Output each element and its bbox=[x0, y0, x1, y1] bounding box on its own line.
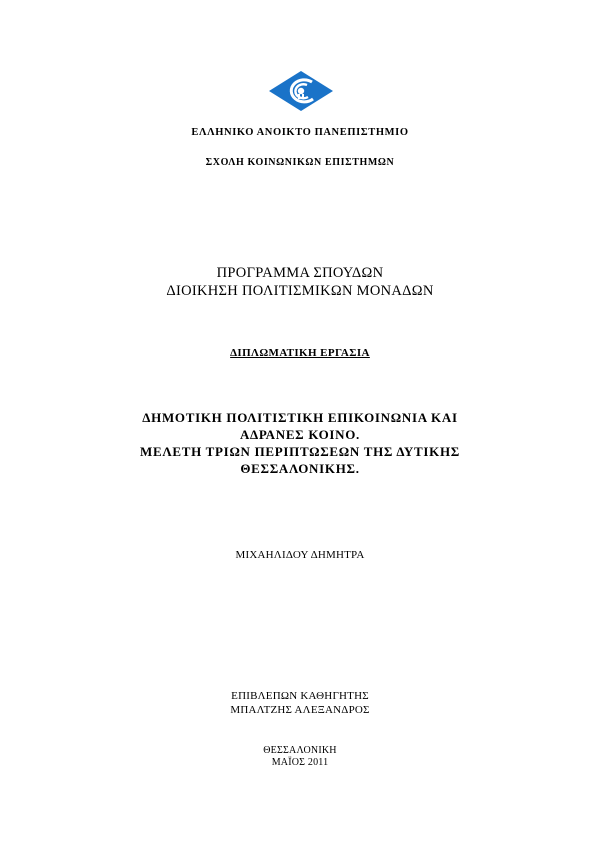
thesis-type: ΔΙΠΛΩΜΑΤΙΚΗ ΕΡΓΑΣΙΑ bbox=[230, 347, 370, 359]
thesis-title-line-2: ΑΔΡΑΝΕΣ ΚΟΙΝΟ. bbox=[239, 427, 361, 442]
supervisor-name: ΜΠΑΛΤΖΗΣ ΑΛΕΞΑΝΔΡΟΣ bbox=[230, 704, 370, 716]
eap-logo-icon bbox=[268, 70, 334, 112]
date: ΜΑΪΟΣ 2011 bbox=[271, 757, 329, 768]
supervisor-label: ΕΠΙΒΛΕΠΩΝ ΚΑΘΗΓΗΤΗΣ bbox=[231, 690, 369, 702]
city: ΘΕΣΣΑΛΟΝΙΚΗ bbox=[263, 745, 337, 756]
university-name: ΕΛΛΗΝΙΚΟ ΑΝΟΙΚΤΟ ΠΑΝΕΠΙΣΤΗΜΙΟ bbox=[191, 127, 409, 138]
school-name: ΣΧΟΛΗ ΚΟΙΝΩΝΙΚΩΝ ΕΠΙΣΤΗΜΩΝ bbox=[205, 157, 395, 168]
program-label: ΠΡΟΓΡΑΜΜΑ ΣΠΟΥΔΩΝ bbox=[216, 265, 384, 281]
thesis-title-line-4: ΘΕΣΣΑΛΟΝΙΚΗΣ. bbox=[240, 461, 360, 476]
program-name: ΔΙΟΙΚΗΣΗ ΠΟΛΙΤΙΣΜΙΚΩΝ ΜΟΝΑΔΩΝ bbox=[166, 283, 434, 299]
thesis-title-line-3: ΜΕΛΕΤΗ ΤΡΙΩΝ ΠΕΡΙΠΤΩΣΕΩΝ ΤΗΣ ΔΥΤΙΚΗΣ bbox=[140, 444, 460, 459]
author-name: ΜΙΧΑΗΛΙΔΟΥ ΔΗΜΗΤΡΑ bbox=[235, 549, 365, 561]
thesis-title-line-1: ΔΗΜΟΤΙΚΗ ΠΟΛΙΤΙΣΤΙΚΗ ΕΠΙΚΟΙΝΩΝΙΑ ΚΑΙ bbox=[142, 410, 458, 425]
